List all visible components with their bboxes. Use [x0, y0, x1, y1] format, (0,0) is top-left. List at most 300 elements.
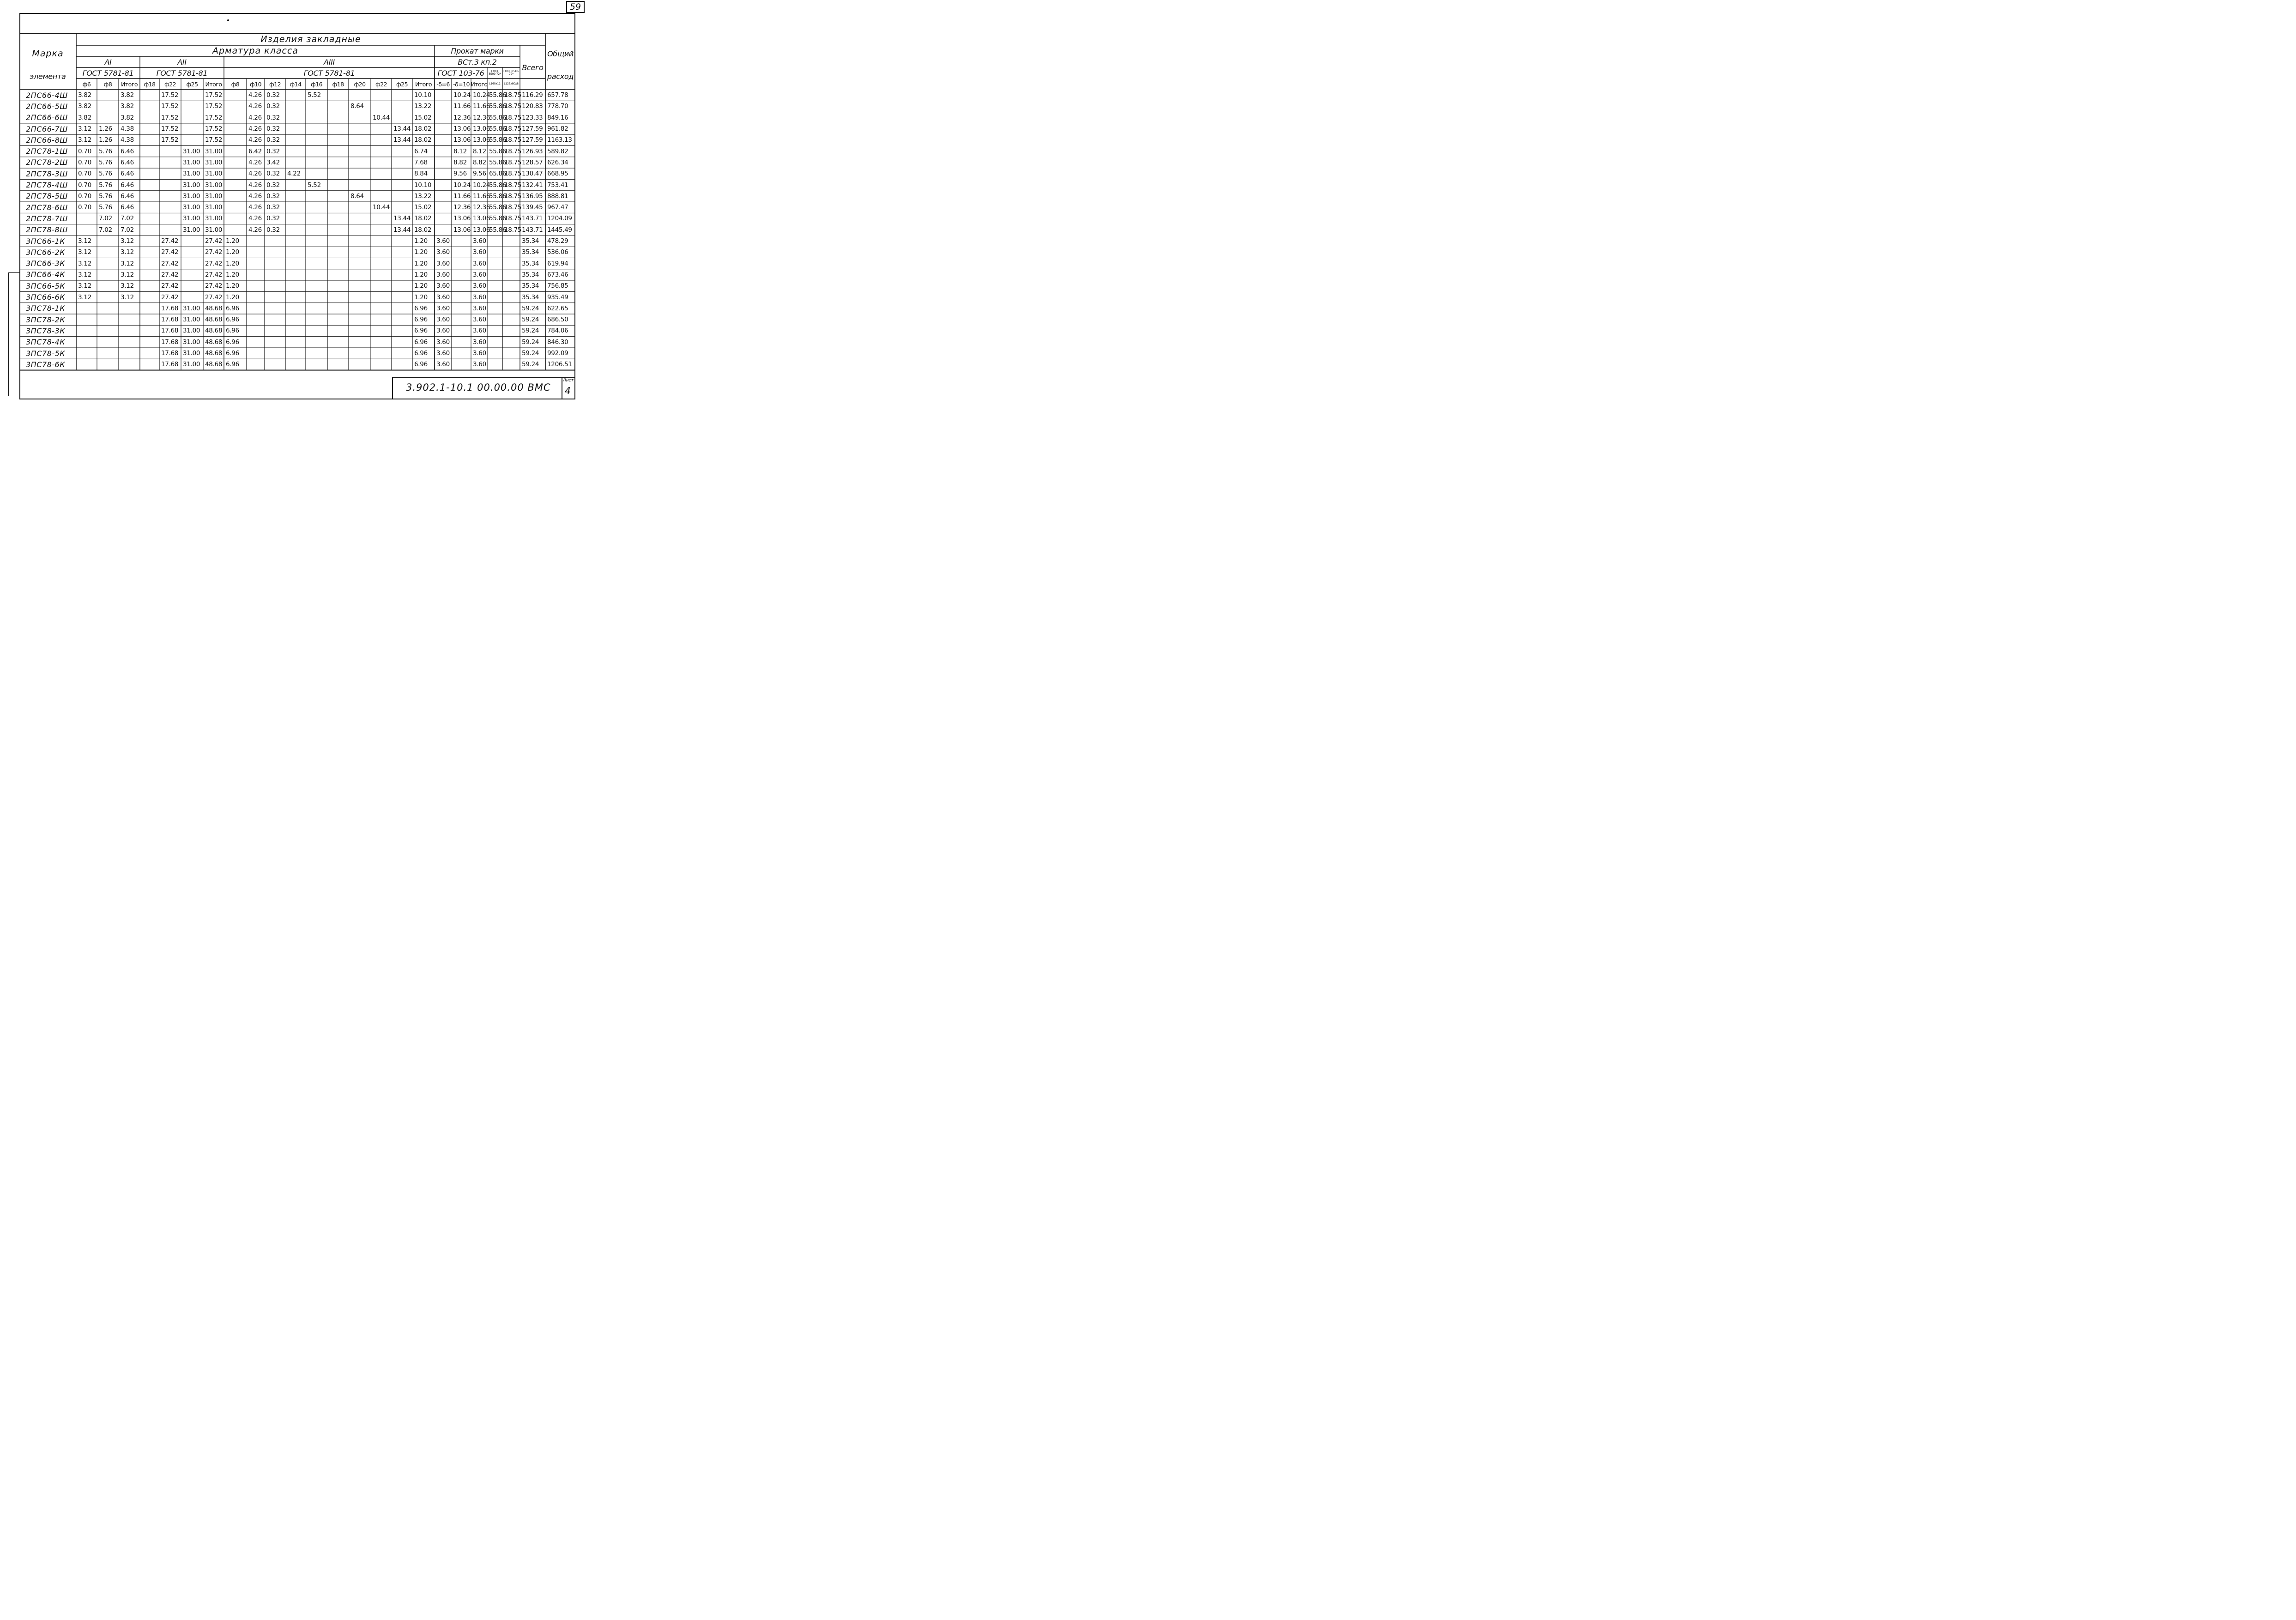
row-value	[392, 168, 414, 179]
row-value: 27.42	[161, 260, 179, 267]
column-header: ф12	[269, 80, 281, 88]
row-value: 15.02	[414, 114, 432, 121]
row-value	[371, 291, 393, 302]
row-value: 935.49	[547, 293, 568, 301]
row-value: 18.75	[504, 158, 522, 166]
row-value	[181, 269, 205, 280]
row-value	[97, 269, 121, 280]
row-value	[247, 314, 266, 325]
row-value: 3.82	[78, 103, 91, 110]
row-value: 31.00	[205, 147, 223, 155]
row-value: 3.60	[473, 338, 486, 346]
row-value	[487, 291, 504, 302]
row-value: 3.60	[473, 260, 486, 267]
row-value	[97, 101, 121, 112]
row-value	[327, 179, 350, 190]
row-value	[306, 224, 329, 236]
row-value	[97, 291, 121, 302]
row-value: 13.06	[473, 136, 490, 144]
row-value: 31.00	[183, 316, 200, 324]
row-value: 17.52	[205, 91, 223, 99]
row-value: 13.44	[393, 215, 411, 223]
row-value: 27.42	[205, 282, 223, 290]
row-value	[327, 90, 350, 101]
row-value	[140, 337, 161, 348]
row-value	[159, 157, 183, 168]
row-value	[327, 337, 350, 348]
row-value	[392, 146, 414, 157]
row-mark: 2ПС66-5Ш	[26, 102, 68, 111]
row-value	[392, 303, 414, 314]
row-value: 12.36	[453, 114, 471, 121]
row-value: 27.42	[161, 293, 179, 301]
row-value: 536.06	[547, 248, 568, 256]
row-value	[349, 90, 373, 101]
row-value	[119, 337, 142, 348]
row-value	[140, 101, 161, 112]
row-value	[119, 359, 142, 370]
row-value	[140, 146, 161, 157]
row-value	[97, 247, 121, 258]
row-value: 6.46	[121, 170, 134, 178]
class-a1: AI	[104, 57, 112, 66]
row-value	[140, 303, 161, 314]
row-value: 6.96	[226, 327, 239, 335]
row-value	[349, 168, 373, 179]
row-value: 622.65	[547, 304, 568, 312]
row-value: 31.00	[205, 158, 223, 166]
row-value: 55.86	[489, 103, 507, 110]
row-value	[452, 236, 473, 247]
row-value: 55.86	[489, 125, 507, 133]
row-value	[487, 314, 504, 325]
row-value: 3.60	[436, 237, 450, 245]
row-value: 961.82	[547, 125, 568, 133]
row-value	[181, 247, 205, 258]
row-value: 8.84	[414, 170, 428, 178]
row-value	[435, 112, 453, 123]
row-value: 3.12	[121, 293, 134, 301]
row-value: 888.81	[547, 192, 568, 200]
gost-a1: ГОСТ 5781-81	[82, 68, 134, 78]
row-value	[265, 303, 287, 314]
row-value: 17.52	[161, 91, 179, 99]
row-value: 0.70	[78, 192, 91, 200]
row-value: 668.95	[547, 170, 568, 178]
column-header: ф8	[103, 80, 112, 88]
mark-header-2: элемента	[30, 72, 66, 81]
row-value	[247, 291, 266, 302]
row-value: 3.60	[473, 282, 486, 290]
row-value: 8.82	[473, 158, 486, 166]
row-value: 139.45	[522, 204, 543, 212]
row-value: 18.02	[414, 226, 432, 234]
row-value	[285, 359, 308, 370]
row-value: 6.96	[414, 361, 428, 369]
row-value: 31.00	[183, 158, 200, 166]
row-mark: 3ПС66-2К	[26, 248, 66, 257]
row-value	[371, 224, 393, 236]
row-value	[76, 224, 99, 236]
row-value	[452, 269, 473, 280]
row-value	[247, 280, 266, 291]
row-value: 3.82	[121, 103, 134, 110]
row-value	[265, 359, 287, 370]
row-value	[159, 202, 183, 213]
row-mark: 2ПС66-7Ш	[26, 124, 68, 133]
row-value	[487, 247, 504, 258]
class-a2: AII	[177, 57, 187, 66]
row-value	[140, 134, 161, 145]
row-value	[285, 123, 308, 134]
row-value: 1445.49	[547, 226, 572, 234]
row-value: 13.06	[453, 215, 471, 223]
row-value: 0.70	[78, 147, 91, 155]
row-value: 48.68	[205, 304, 223, 312]
row-value: 18.75	[504, 125, 522, 133]
row-value	[76, 348, 99, 359]
row-value: 31.00	[183, 170, 200, 178]
row-value	[247, 269, 266, 280]
row-value: 18.75	[504, 136, 522, 144]
column-header: ф16	[310, 80, 323, 88]
row-value: 6.96	[226, 350, 239, 357]
row-value	[327, 157, 350, 168]
row-value: 784.06	[547, 327, 568, 335]
row-value	[327, 291, 350, 302]
column-header: ф8	[231, 80, 240, 88]
column-header: ф22	[375, 80, 387, 88]
row-value: 4.26	[248, 226, 262, 234]
row-value: 589.82	[547, 147, 568, 155]
row-value	[452, 348, 473, 359]
row-value: 132.41	[522, 181, 543, 189]
row-value: 3.12	[78, 237, 91, 245]
row-value	[435, 90, 453, 101]
row-value: 18.75	[504, 103, 522, 110]
row-value: 3.60	[436, 350, 450, 357]
row-value: 3.12	[78, 293, 91, 301]
row-value: 31.00	[183, 215, 200, 223]
row-value: 48.68	[205, 350, 223, 357]
row-value	[97, 90, 121, 101]
row-value: 31.00	[205, 204, 223, 212]
row-value	[327, 224, 350, 236]
row-value: 0.32	[266, 181, 280, 189]
row-value	[97, 348, 121, 359]
row-value	[349, 236, 373, 247]
row-value	[224, 191, 248, 202]
row-value	[452, 359, 473, 370]
row-value	[285, 224, 308, 236]
row-value: 31.00	[205, 181, 223, 189]
row-value: 1.20	[414, 282, 428, 290]
row-value: 0.70	[78, 158, 91, 166]
sheet-list-number: 4	[565, 385, 571, 396]
row-value	[502, 325, 522, 336]
row-value	[119, 303, 142, 314]
row-value	[306, 348, 329, 359]
row-value: 27.42	[205, 260, 223, 267]
row-value: 17.68	[161, 304, 179, 312]
row-value: 0.32	[266, 125, 280, 133]
row-value	[140, 168, 161, 179]
row-value	[159, 191, 183, 202]
row-value	[371, 123, 393, 134]
row-value: 4.26	[248, 215, 262, 223]
row-value	[371, 314, 393, 325]
row-value: 48.68	[205, 327, 223, 335]
row-value: 8.12	[453, 147, 467, 155]
row-value: 31.00	[205, 215, 223, 223]
row-value	[349, 179, 373, 190]
row-value: 13.06	[473, 226, 490, 234]
row-value: 55.86	[489, 215, 507, 223]
row-value: 35.34	[522, 260, 539, 267]
row-value	[349, 359, 373, 370]
row-value	[349, 291, 373, 302]
row-value: 13.06	[473, 215, 490, 223]
row-value	[502, 269, 522, 280]
row-value	[140, 157, 161, 168]
row-value: 6.46	[121, 158, 134, 166]
row-value: 3.60	[436, 271, 450, 278]
row-value: 3.12	[78, 282, 91, 290]
row-value: 1.20	[226, 293, 239, 301]
row-value: 17.68	[161, 338, 179, 346]
row-value	[392, 179, 414, 190]
row-value: 0.32	[266, 91, 280, 99]
row-value: 123.33	[522, 114, 543, 121]
row-value	[392, 325, 414, 336]
row-value: 18.75	[504, 204, 522, 212]
row-value	[306, 291, 329, 302]
row-value	[97, 337, 121, 348]
column-header: ф25	[396, 80, 408, 88]
row-value: 35.34	[522, 237, 539, 245]
row-value: 17.52	[161, 136, 179, 144]
row-value: 27.42	[161, 237, 179, 245]
row-value	[285, 314, 308, 325]
row-value	[502, 291, 522, 302]
row-value: 65.86	[489, 170, 507, 178]
row-value: 4.38	[121, 136, 134, 144]
row-value: 6.96	[414, 327, 428, 335]
gost-8510: ГОСТ 8510-72*	[503, 70, 519, 76]
row-value: 55.86	[489, 192, 507, 200]
row-value: 3.60	[473, 361, 486, 369]
row-value: 10.44	[373, 204, 390, 212]
row-value: 55.86	[489, 91, 507, 99]
row-value: 11.66	[473, 192, 490, 200]
row-value	[371, 236, 393, 247]
row-value: 126.93	[522, 147, 543, 155]
row-value: 5.76	[99, 181, 112, 189]
row-value	[285, 303, 308, 314]
row-value	[371, 325, 393, 336]
row-mark: 3ПС78-3К	[26, 326, 66, 335]
column-header: ф25	[186, 80, 198, 88]
row-value: 0.32	[266, 114, 280, 121]
column-header: Итого	[471, 80, 488, 88]
row-value	[247, 247, 266, 258]
row-value: 18.75	[504, 181, 522, 189]
row-value	[349, 269, 373, 280]
row-value: 0.70	[78, 181, 91, 189]
row-value	[181, 291, 205, 302]
row-value: 9.56	[453, 170, 467, 178]
row-value	[392, 157, 414, 168]
row-value: 8.82	[453, 158, 467, 166]
row-value: 3.12	[121, 282, 134, 290]
row-value: 8.12	[473, 147, 486, 155]
row-value	[349, 134, 373, 145]
row-value: 31.00	[183, 361, 200, 369]
row-value	[327, 303, 350, 314]
row-value: 6.46	[121, 181, 134, 189]
row-value	[140, 213, 161, 224]
row-value: 18.75	[504, 170, 522, 178]
row-value: 9.56	[473, 170, 486, 178]
row-value	[435, 179, 453, 190]
row-value	[327, 314, 350, 325]
overall-header: Общий	[547, 49, 574, 58]
row-value: 18.02	[414, 215, 432, 223]
document-code: 3.902.1-10.1 00.00.00 ВМС	[406, 382, 551, 393]
row-mark: 3ПС78-6К	[26, 360, 66, 369]
row-value: 3.12	[121, 237, 134, 245]
mark-header: Марка	[32, 48, 64, 59]
row-value	[285, 112, 308, 123]
row-value: 7.02	[99, 226, 112, 234]
row-value	[502, 303, 522, 314]
row-mark: 3ПС66-4К	[26, 270, 66, 279]
row-value	[181, 134, 205, 145]
row-value	[371, 247, 393, 258]
row-value: 13.22	[414, 192, 432, 200]
row-value	[224, 123, 248, 134]
row-value	[285, 191, 308, 202]
row-value	[181, 280, 205, 291]
row-value: 17.68	[161, 327, 179, 335]
row-mark: 3ПС66-5К	[26, 281, 66, 290]
row-value: 4.26	[248, 181, 262, 189]
row-value: 17.52	[161, 114, 179, 121]
row-value: 3.60	[436, 327, 450, 335]
row-value	[265, 236, 287, 247]
row-value	[306, 303, 329, 314]
row-value: 4.26	[248, 204, 262, 212]
row-value: 127.59	[522, 125, 543, 133]
row-value	[371, 280, 393, 291]
row-value: 3.82	[121, 91, 134, 99]
row-mark: 3ПС66-3К	[26, 259, 66, 268]
row-value: 11.66	[473, 103, 490, 110]
row-value: 13.44	[393, 136, 411, 144]
row-mark: 2ПС78-4Ш	[26, 181, 68, 190]
column-header: ф18	[332, 80, 344, 88]
row-value	[349, 280, 373, 291]
column-header: Итого	[205, 80, 222, 88]
row-value	[285, 258, 308, 269]
row-value	[97, 303, 121, 314]
row-value	[452, 291, 473, 302]
row-value	[392, 280, 414, 291]
row-mark: 2ПС78-1Ш	[26, 147, 68, 156]
row-value: 31.00	[205, 170, 223, 178]
row-value: 6.96	[226, 338, 239, 346]
row-value: 4.26	[248, 170, 262, 178]
row-value: 1.20	[414, 260, 428, 267]
row-value: 0.32	[266, 215, 280, 223]
row-value	[265, 247, 287, 258]
row-value	[327, 202, 350, 213]
column-header: ф18	[144, 80, 156, 88]
row-value	[327, 359, 350, 370]
row-value	[224, 134, 248, 145]
row-value: 6.96	[226, 316, 239, 324]
row-value	[306, 337, 329, 348]
row-value	[306, 269, 329, 280]
row-value	[76, 359, 99, 370]
row-value	[224, 224, 248, 236]
row-value	[392, 359, 414, 370]
row-mark: 3ПС66-1К	[26, 236, 66, 246]
row-value: 59.24	[522, 327, 539, 335]
row-value: 10.24	[473, 181, 490, 189]
column-header: ф20	[354, 80, 366, 88]
row-value: 0.32	[266, 170, 280, 178]
row-value: 4.26	[248, 125, 262, 133]
row-value	[371, 337, 393, 348]
row-value	[502, 247, 522, 258]
row-value: 849.16	[547, 114, 568, 121]
row-mark: 2ПС78-5Ш	[26, 192, 68, 201]
row-value: 0.70	[78, 170, 91, 178]
row-value: 17.52	[205, 125, 223, 133]
row-value	[435, 146, 453, 157]
gost-a2: ГОСТ 5781-81	[156, 68, 208, 78]
row-value	[76, 303, 99, 314]
row-value	[224, 157, 248, 168]
row-mark: 2ПС66-4Ш	[26, 91, 68, 100]
row-mark: 3ПС78-5К	[26, 349, 66, 358]
row-value: 6.96	[226, 304, 239, 312]
row-value	[371, 303, 393, 314]
row-value	[371, 191, 393, 202]
row-value: 143.71	[522, 215, 543, 223]
row-value: 1.20	[226, 260, 239, 267]
row-mark: 2ПС78-2Ш	[26, 158, 68, 167]
row-value	[140, 202, 161, 213]
row-value: 3.60	[473, 304, 486, 312]
row-value	[487, 337, 504, 348]
row-value: 18.75	[504, 91, 522, 99]
row-value: 10.10	[414, 181, 432, 189]
row-value	[487, 269, 504, 280]
rolled-grade: ВСт.3 кп.2	[458, 57, 497, 66]
row-value: 1.20	[414, 271, 428, 278]
row-value: 15.02	[414, 204, 432, 212]
row-value	[392, 314, 414, 325]
row-value: 18.02	[414, 136, 432, 144]
row-value	[285, 90, 308, 101]
gost-a3: ГОСТ 5781-81	[303, 68, 355, 78]
row-value	[327, 325, 350, 336]
row-value: 4.26	[248, 103, 262, 110]
row-value	[349, 258, 373, 269]
row-value: 3.12	[78, 125, 91, 133]
